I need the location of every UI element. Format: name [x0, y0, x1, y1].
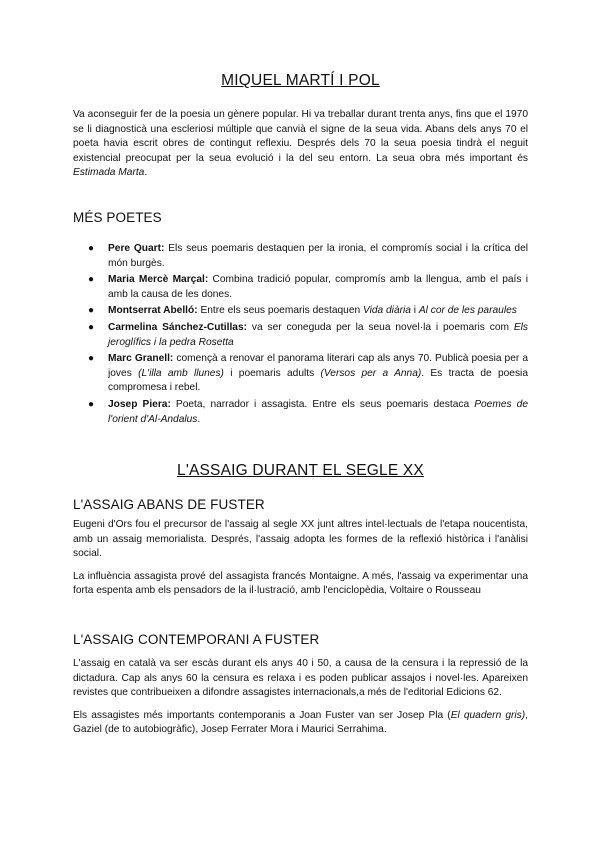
section-heading-contemporani: L'ASSAIG CONTEMPORANI A FUSTER [73, 632, 320, 647]
list-item [73, 242, 528, 271]
poets-list-block [73, 242, 528, 429]
bullet-icon: ● [88, 305, 95, 317]
poet-work: Al cor de les paraules [418, 305, 517, 317]
page-title: MIQUEL MARTÍ I POL [221, 72, 380, 89]
bullet-icon: ● [88, 321, 95, 333]
bullet-icon: ● [88, 274, 95, 286]
bullet-icon: ● [88, 243, 95, 254]
intro-section [73, 108, 528, 181]
poet-name: Josep Piera: [108, 398, 171, 410]
section-title-assaig: L'ASSAIG DURANT EL SEGLE XX [177, 462, 424, 479]
before-fuster-heading-block [73, 497, 528, 512]
poet-desc-mid: i [410, 305, 419, 317]
contemporary-section [73, 657, 528, 738]
bullet-icon: ● [88, 398, 95, 410]
paragraph: L'assaig en català va ser escàs durant els anys 40 i 50, a causa de la censura i la repressió de la dictadura. Cap als anys 60 la censura es relaxa i es poden publicar assajos i novel·les. Apareixen revistes que contribueixen a difondre assagistes internacionals,a més de l'editorial Edicions 62. [73, 658, 528, 699]
poet-desc: Entre els seus poemaris destaquen [197, 305, 363, 317]
poet-work: (Versos per a Anna) [320, 367, 422, 379]
intro-end: . [144, 167, 148, 179]
poet-name: Carmelina Sánchez-Cutillas: [108, 321, 248, 333]
list-item [73, 352, 528, 396]
poet-desc: començà a renovar el panorama literari cap als anys 70. Publicà poesia per a joves [108, 353, 528, 379]
poet-desc: Els seus poemaris destaquen per la ironia, el compromís social i la crítica del món burgès. [108, 243, 528, 269]
title-assaig-block [73, 462, 528, 480]
list-item [73, 273, 528, 302]
paragraph-text-end: , Gaziel (de to autobiogràfic), Josep Ferrater Mora i Maurici Serrahima. [73, 709, 528, 736]
poet-work: Els jeroglífics i la pedra Rosetta [108, 321, 528, 348]
work-title: El quadern gris) [450, 709, 526, 721]
poet-name: Pere Quart: [108, 243, 165, 254]
list-item [73, 398, 528, 427]
poet-work: Vida diària [362, 305, 411, 317]
paragraph: La influència assagista prové del assagista francés Montaigne. A més, l'assaig va experimentar una forta espenta amb els pensadors de la il·lustració, amb l'enciclopèdia, Voltaire o Rousseau [73, 570, 528, 597]
paragraph-text: Els assagistes més importants contemporanis a Joan Fuster van ser Josep Pla ( [73, 709, 451, 721]
more-poets-heading-block [73, 210, 528, 225]
section-heading-mes-poetes: MÉS POETES [73, 210, 162, 225]
poet-name: Maria Mercè Marçal: [108, 274, 209, 286]
list-item [73, 304, 528, 319]
poet-desc: Combina tradició popular, compromís amb la llengua, amb el país i amb la causa de les dones. [108, 274, 528, 300]
poet-work: Poemes de l'orient d'Al-Andalus [108, 398, 528, 425]
poet-desc-end: . Es tracta de poesia compromesa i rebel. [108, 367, 528, 394]
poet-work: (L'illa amb llunes) [138, 367, 224, 379]
paragraph: Eugeni d'Ors fou el precursor de l'assaig al segle XX junt altres intel·lectuals de l'etapa noucentista, amb un assaig memorialista. Després, l'assaig adopta les formes de la reflexió històrica i l'anàlisi social. [73, 519, 528, 560]
paragraph [73, 709, 528, 738]
intro-paragraph [73, 108, 528, 181]
title-marti-i-pol [73, 72, 528, 90]
poet-desc-mid: i poemaris adults [223, 367, 321, 379]
section-heading-abans-fuster: L'ASSAIG ABANS DE FUSTER [73, 497, 265, 512]
contemporary-heading-block [73, 632, 528, 647]
poet-name: Montserrat Abelló: [108, 305, 198, 317]
intro-text: Va aconseguir fer de la poesia un gènere popular. Hi va treballar durant trenta anys, fins que el 1970 se li diagnosticà una escleriosi múltiple que canvià el signe de la seua vida. Abans dels anys 70 el poeta havia escrit obres de contingut reflexiu. Després dels 70 la seua poesia tindrà el neguit existencial preocupat per la seua evolució i la del seu entorn. La seua obra més important és [73, 109, 528, 164]
before-fuster-section [73, 518, 528, 599]
list-item [73, 321, 528, 350]
poet-desc-end: . [197, 413, 201, 425]
poet-desc: Poeta, narrador i assagista. Entre els seus poemaris destaca [170, 398, 475, 410]
poet-name: Marc Granell: [108, 353, 174, 365]
intro-work-title: Estimada Marta [73, 167, 145, 179]
poet-desc: va ser coneguda per la seua novel·la i poemaris com [247, 321, 514, 333]
poets-list [73, 242, 528, 427]
bullet-icon: ● [88, 353, 95, 365]
